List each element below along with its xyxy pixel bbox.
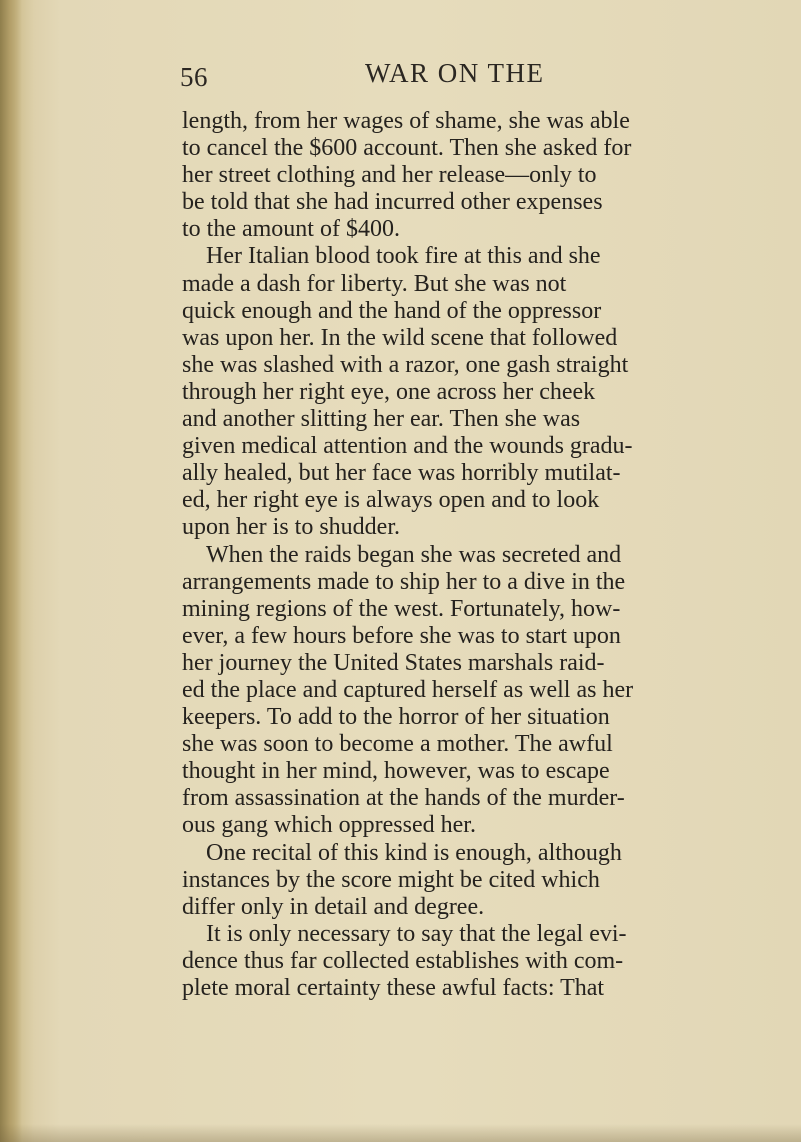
text-line: Her Italian blood took fire at this and she (206, 243, 601, 270)
text-line: quick enough and the hand of the oppressor (182, 297, 602, 324)
text-line: ally healed, but her face was horribly mutilat- (182, 460, 621, 487)
text-line: ed the place and captured herself as well as her (182, 676, 634, 703)
text-line: thought in her mind, however, was to escape (182, 758, 610, 785)
text-line: and another slitting her ear. Then she was (182, 406, 581, 433)
text-line: length, from her wages of shame, she was able (182, 108, 630, 134)
text-line: dence thus far collected establishes with com- (182, 947, 624, 974)
text-line: given medical attention and the wounds gradu- (182, 433, 633, 460)
page-bottom-shadow (0, 1124, 801, 1142)
text-line: ever, a few hours before she was to start upon (182, 622, 621, 649)
body-text (182, 108, 772, 1002)
text-line: When the raids began she was secreted and (206, 541, 622, 568)
text-line: arrangements made to ship her to a dive in the (182, 568, 626, 595)
text-line: differ only in detail and degree. (182, 893, 485, 920)
text-line: be told that she had incurred other expenses (182, 189, 603, 216)
text-line: ed, her right eye is always open and to look (182, 487, 600, 514)
text-line: she was soon to become a mother. The awful (182, 731, 613, 758)
text-line: through her right eye, one across her cheek (182, 378, 596, 405)
text-line: instances by the score might be cited which (182, 866, 600, 893)
text-line: from assassination at the hands of the murder- (182, 785, 625, 812)
running-title: WAR ON THE (365, 58, 545, 88)
book-spine-shadow (0, 0, 22, 1142)
text-line: was upon her. In the wild scene that followed (182, 324, 618, 351)
text-line: One recital of this kind is enough, although (206, 839, 622, 866)
text-line: to cancel the $600 account. Then she asked for (182, 135, 632, 162)
text-line: her street clothing and her release—only to (182, 162, 597, 189)
text-line: keepers. To add to the horror of her situation (182, 704, 610, 731)
text-line: upon her is to shudder. (182, 514, 400, 541)
text-line: mining regions of the west. Fortunately, how- (182, 595, 621, 622)
running-head (180, 58, 780, 98)
text-line: ous gang which oppressed her. (182, 812, 476, 839)
text-line: made a dash for liberty. But she was not (182, 270, 567, 297)
text-line: It is only necessary to say that the legal evi- (206, 920, 627, 947)
text-line: her journey the United States marshals raid- (182, 649, 605, 676)
text-line: she was slashed with a razor, one gash straight (182, 351, 629, 378)
text-line: to the amount of $400. (182, 216, 400, 243)
text-line: plete moral certainty these awful facts: That (182, 975, 605, 1001)
page-number: 56 (180, 62, 208, 92)
